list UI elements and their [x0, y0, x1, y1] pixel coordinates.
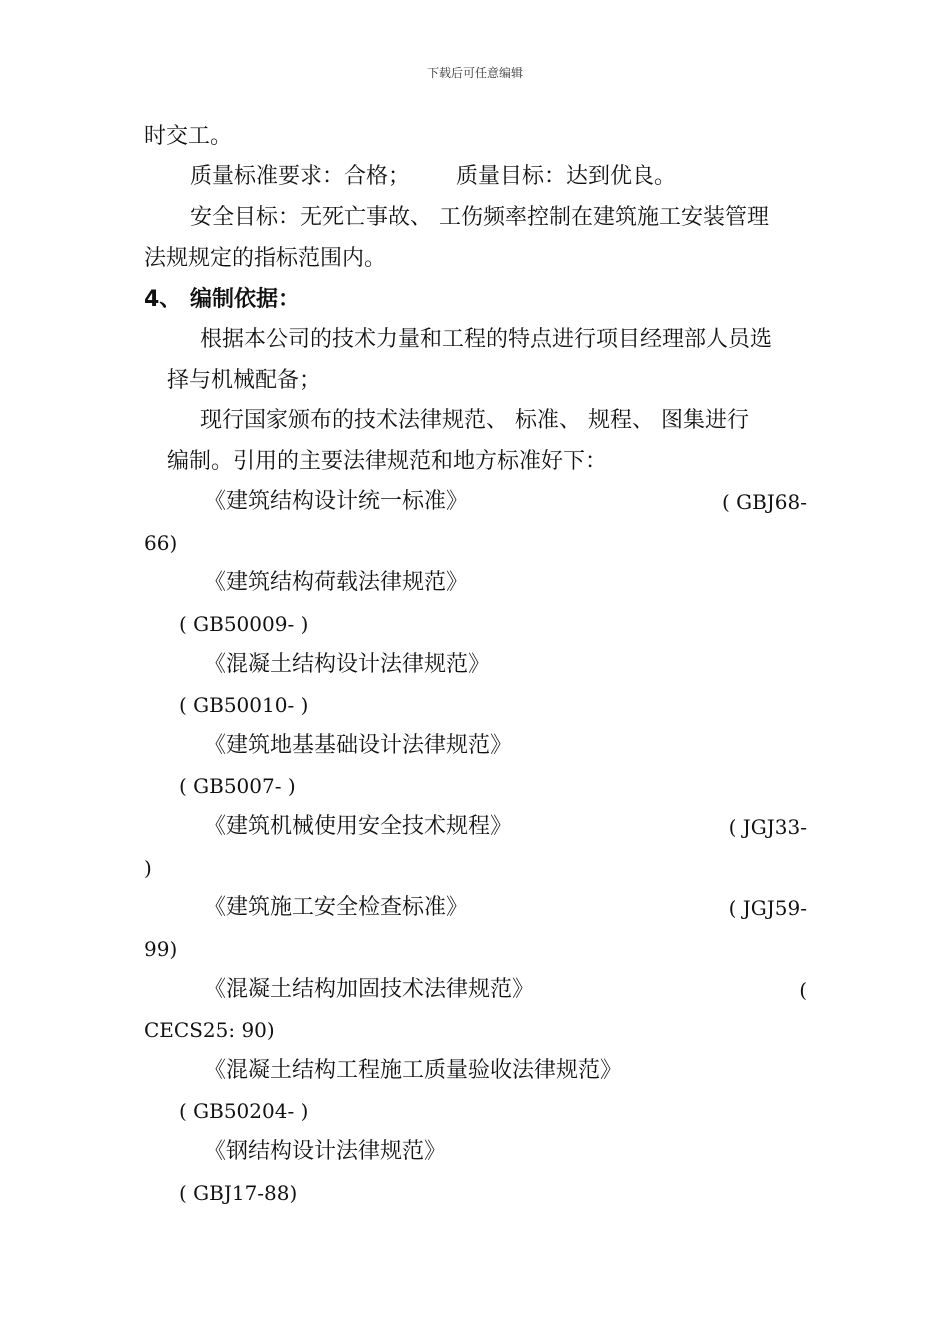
reference-code-wrap: ) — [144, 856, 152, 880]
paragraph-line: 编制。引用的主要法律规范和地方标准好下： — [167, 449, 608, 474]
reference-code: ( GB50010- ) — [179, 693, 309, 717]
reference-code: ( GBJ17-88) — [179, 1181, 298, 1205]
safety-target-line-1: 安全目标：无死亡事故、 工伤频率控制在建筑施工安装管理 — [190, 205, 769, 230]
reference-code: ( JGJ33- — [728, 815, 807, 839]
reference-code: ( GB50009- ) — [179, 612, 309, 636]
intro-line: 时交工。 — [144, 124, 233, 149]
section-number: 4、 — [144, 287, 182, 312]
paragraph-line: 根据本公司的技术力量和工程的特点进行项目经理部人员选 — [200, 327, 773, 352]
reference-title: 《混凝土结构加固技术法律规范》 — [204, 977, 535, 1002]
reference-code: ( — [799, 978, 807, 1002]
section-title: 编制依据： — [190, 287, 301, 312]
reference-title: 《钢结构设计法律规范》 — [204, 1139, 447, 1164]
reference-code-wrap: 66) — [144, 531, 178, 555]
reference-title: 《建筑机械使用安全技术规程》 — [204, 814, 513, 839]
reference-code: ( JGJ59- — [728, 896, 807, 920]
reference-title: 《混凝土结构工程施工质量验收法律规范》 — [204, 1058, 623, 1083]
reference-code: ( GB5007- ) — [179, 774, 296, 798]
page-header: 下载后可任意编辑 — [426, 66, 523, 80]
reference-title: 《建筑结构设计统一标准》 — [204, 489, 469, 514]
reference-code-wrap: CECS25: 90) — [144, 1018, 275, 1042]
quality-standard: 质量标准要求：合格； — [190, 164, 411, 189]
reference-code-wrap: 99) — [144, 937, 178, 961]
reference-title: 《建筑结构荷载法律规范》 — [204, 570, 469, 595]
safety-target-line-2: 法规规定的指标范围内。 — [144, 246, 387, 271]
paragraph-line: 择与机械配备； — [167, 368, 322, 393]
paragraph-line: 现行国家颁布的技术法律规范、 标准、 规程、 图集进行 — [200, 408, 749, 433]
reference-title: 《建筑施工安全检查标准》 — [204, 895, 469, 920]
reference-title: 《混凝土结构设计法律规范》 — [204, 652, 491, 677]
quality-target: 质量目标：达到优良。 — [456, 164, 677, 189]
reference-code: ( GB50204- ) — [179, 1099, 309, 1123]
reference-code: ( GBJ68- — [721, 490, 807, 514]
reference-title: 《建筑地基基础设计法律规范》 — [204, 733, 513, 758]
